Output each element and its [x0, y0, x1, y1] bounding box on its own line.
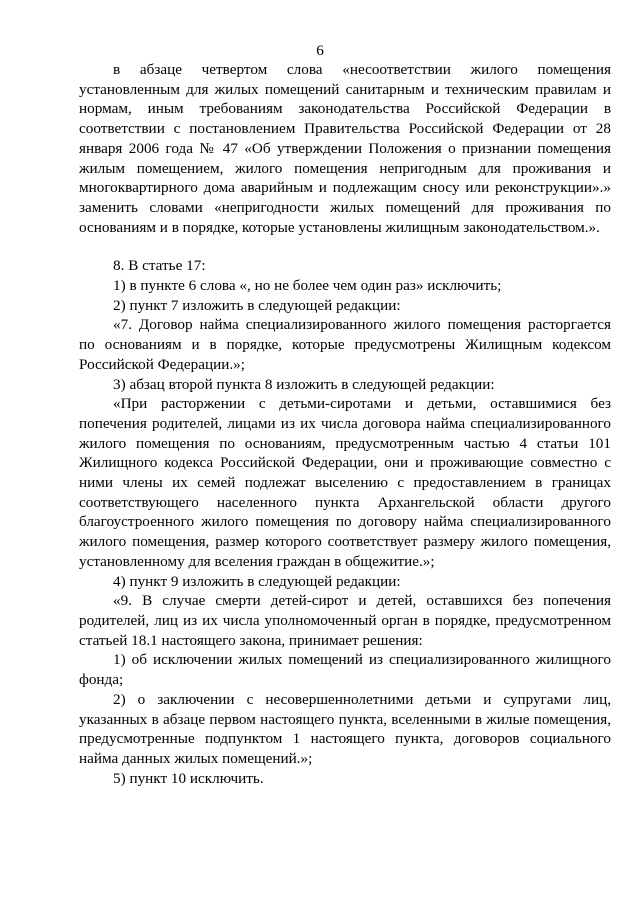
- document-body: [79, 60, 611, 788]
- page-number: 6: [316, 42, 324, 59]
- paragraph-gap: [79, 237, 611, 256]
- paragraph-abzac-4-amendment: в абзаце четвертом слова «несоответствии жилого помещения установленным для жилых помещений санитарным и техническим правилам и нормам, иным требованиям законодательства Российской Федерации в соответствии с постановлением Правительства Российской Федерации от 28 января 2006 года № 47 «Об утверждении Положения о признании помещения жилым помещением, жилого помещения непригодным для проживания и многоквартирного дома аварийным и подлежащим сносу или реконструкции».» заменить словами «непригодности жилых помещений для проживания по основаниям и в порядке, которые установлены жилищным законодательством.».: [79, 61, 611, 236]
- paragraph-point-9-text: «9. В случае смерти детей-сирот и детей, оставшихся без попечения родителей, лиц из их числа уполномоченный орган в порядке, предусмотренном статьей 18.1 настоящего закона, принимает решения:: [79, 592, 611, 649]
- paragraph-point-9-sub-2: 2) о заключении с несовершеннолетними детьми и супругами лиц, указанных в абзаце первом настоящего пункта, вселенными в жилые помещения, предусмотренные подпунктом 1 настоящего пункта, договоров социального найма данных жилых помещений.»;: [79, 690, 611, 767]
- paragraph-point-7-text: «7. Договор найма специализированного жилого помещения расторгается по основаниям и в порядке, которые предусмотрены Жилищным кодексом Российской Федерации.»;: [79, 316, 611, 373]
- paragraph-point-9-sub-1: 1) об исключении жилых помещений из специализированного жилищного фонда;: [79, 651, 611, 689]
- paragraph-item-3: 3) абзац второй пункта 8 изложить в следующей редакции:: [113, 375, 495, 393]
- paragraph-item-1: 1) в пункте 6 слова «, но не более чем один раз» исключить;: [113, 277, 502, 295]
- paragraph-item-4: 4) пункт 9 изложить в следующей редакции:: [113, 572, 401, 590]
- paragraph-point-8-text: «При расторжении с детьми-сиротами и детьми, оставшимися без попечения родителей, лицами из их числа договора найма специализированного жилого помещения по основаниям, предусмотренным частью 4 статьи 101 Жилищного кодекса Российской Федерации, они и проживающие совместно с ними члены их семей подлежат выселению с предоставлением в границах соответствующего населенного пункта Архангельской области другого благоустроенного жилого помещения по договору найма специализированного жилого помещения, размер которого соответствует размеру жилого помещения, установленному для вселения граждан в общежитие.»;: [79, 395, 611, 570]
- paragraph-item-2: 2) пункт 7 изложить в следующей редакции:: [113, 296, 401, 314]
- paragraph-item-5: 5) пункт 10 исключить.: [113, 769, 264, 787]
- paragraph-article-17-heading: 8. В статье 17:: [113, 257, 206, 275]
